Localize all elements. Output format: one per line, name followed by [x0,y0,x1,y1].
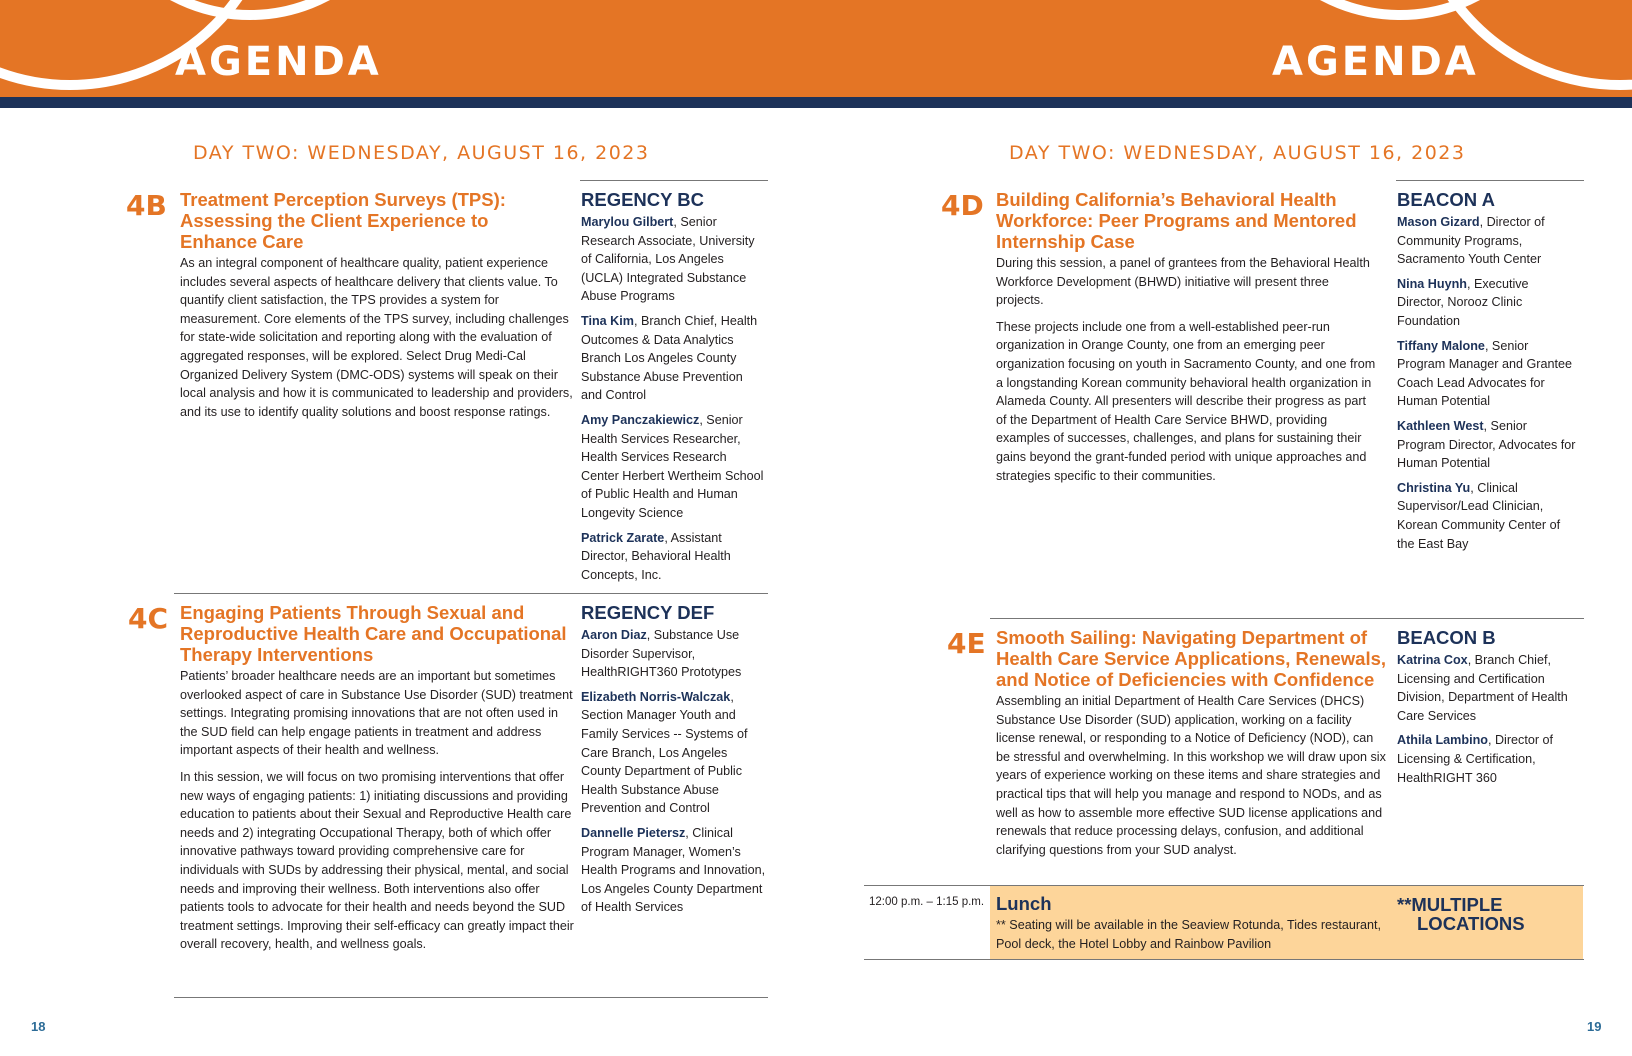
divider [990,618,1584,619]
day-heading-left: DAY TWO: WEDNESDAY, AUGUST 16, 2023 [193,142,650,164]
lunch-note: ** Seating will be available in the Seaview Rotunda, Tides restaurant, Pool deck, the Hotel Lobby and Rainbow Pavilion [996,918,1382,951]
page-title-right: AGENDA [1272,39,1479,85]
header-banner [0,0,1632,97]
session-code-4d: 4D [941,189,984,222]
speaker-entry: Katrina Cox, Branch Chief, Licensing and Certification Division, Department of Health Care Services [1397,653,1568,723]
session-title-4c: Engaging Patients Through Sexual and Reproductive Health Care and Occupational Therapy Interventions [180,602,567,665]
speaker-entry: Mason Gizard, Director of Community Programs, Sacramento Youth Center [1397,215,1545,267]
speaker-entry: Dannelle Pietersz, Clinical Program Manager, Women’s Health Programs and Innovation, Los Angeles County Department of Health Services [581,825,766,915]
lunch-title: Lunch [996,893,1052,914]
session-title-4e: Smooth Sailing: Navigating Department of Health Care Service Applications, Renewals, and Notice of Deficiencies with Confidence [996,627,1387,690]
session-description-4c: Patients’ broader healthcare needs are an important but sometimes overlooked aspect of care in Substance Use Disorder (SUD) treatment settings. Integrating promising innovations that are not often used in the SUD field can help engage patients in treatment and address important aspects of their health and wellness. In this session, we will focus on two promising interventions that offer new ways of engaging patients: 1) initiating discussions and providing education to patients about their Sexual and Reproductive Health care needs and 2) integrating Occupational Therapy, both of which offer innovative pathways toward providing comprehensive care for individuals with SUDs by addressing their physical, mental, and social needs and improving their wellness. Both interventions also offer patients tools to advocate for their health and needs beyond the SUD treatment settings. Improving their self-efficacy can greatly impact their overall recovery, health, and wellness goals. [180,669,574,952]
speaker-list-4d [1397,213,1577,559]
speaker-entry: Elizabeth Norris-Walczak, Section Manager Youth and Family Services -- Systems of Care Branch, Los Angeles County Department of Public Health Substance Abuse Prevention and Control [581,689,748,816]
divider [580,180,768,181]
session-title-4d: Building California’s Behavioral Health Workforce: Peer Programs and Mentored Internship Case [996,189,1357,252]
page-number-left: 18 [31,1019,46,1034]
speaker-entry: Kathleen West, Senior Program Director, Advocates for Human Potential [1397,418,1576,471]
speaker-entry: Patrick Zarate, Assistant Director, Behavioral Health Concepts, Inc. [581,530,731,582]
page-number-right: 19 [1587,1019,1602,1034]
page-title-left: AGENDA [175,39,382,85]
speaker-entry: Athila Lambino, Director of Licensing & Certification, HealthRIGHT 360 [1397,733,1554,785]
speaker-entry: Amy Panczakiewicz, Senior Health Services Researcher, Health Services Research Center Herbert Wertheim School of Public Health and Human Longevity Science [581,412,764,520]
speaker-entry: Nina Huynh, Executive Director, Norooz Clinic Foundation [1397,276,1529,328]
speaker-entry: Aaron Diaz, Substance Use Disorder Supervisor, HealthRIGHT360 Prototypes [581,628,742,680]
session-code-4b: 4B [126,189,167,222]
header-navy-stripe [0,97,1632,108]
divider [1396,180,1584,181]
speaker-entry: Marylou Gilbert, Senior Research Associate, University of California, Los Angeles (UCLA) Integrated Substance Abuse Programs [581,215,755,304]
lunch-location: **MULTIPLE LOCATIONS [1397,894,1525,934]
session-description-4b: As an integral component of healthcare quality, patient experience includes several aspects of healthcare delivery that clients value. To quantify client satisfaction, the TPS provides a system for measurement. Core elements of the TPS survey, including challenges for state-wide solicitation and reporting along with the evaluation of aggregated responses, will be explored. Select Drug Medi-Cal Organized Delivery System (DMC-ODS) systems will speak on their local analysis and how it is communicated to leadership and providers, and its use to identify quality solutions and boost response ratings. [180,256,573,419]
session-code-4c: 4C [128,602,169,635]
session-description-4d: During this session, a panel of grantees from the Behavioral Health Workforce Development (BHWD) initiative will present three projects. These projects include one from a well-established peer-run organization in Orange County, one from an emerging peer organization focusing on youth in Sacramento County, and one from a longstanding Korean community behavioral health organization in Alameda County. All presenters will describe their progress as part of the Department of Health Care Service BHWD, providing examples of successes, challenges, and plans for sustaining their gains beyond the grant-funded period with unique approaches and strategies specific to their communities. [996,256,1376,483]
speaker-list-4b [581,213,766,590]
session-description-4e: Assembling an initial Department of Health Care Services (DHCS) Substance Use Disorder (SUD) application, working on a facility license renewal, or responding to a Notice of Deficiency (NOD), can be stressful and overwhelming. In this workshop we will draw upon six years of experience working on these items and share strategies and practical tips that will help you manage and respond to NODs, and as well as how to assemble more effective SUD license applications and renewals that reduce processing delays, confusion, and additional clarifying questions from your SUD analyst. [996,694,1386,857]
divider [864,959,1584,960]
room-name-4b: REGENCY BC [581,189,705,210]
room-name-4d: BEACON A [1397,189,1495,210]
divider [174,997,768,998]
speaker-list-4e [1397,651,1577,793]
speaker-entry: Tiffany Malone, Senior Program Manager and Grantee Coach Lead Advocates for Human Potential [1397,338,1573,409]
speaker-entry: Christina Yu, Clinical Supervisor/Lead Clinician, Korean Community Center of the East Bay [1397,480,1561,551]
divider [174,593,768,594]
room-name-4e: BEACON B [1397,627,1496,648]
speaker-list-4c [581,626,766,923]
speaker-entry: Tina Kim, Branch Chief, Health Outcomes & Data Analytics Branch Los Angeles County Substance Abuse Prevention and Control [581,313,758,403]
lunch-time: 12:00 p.m. – 1:15 p.m. [869,896,985,908]
room-name-4c: REGENCY DEF [581,602,715,623]
session-code-4e: 4E [947,627,986,660]
session-title-4b: Treatment Perception Surveys (TPS): Assessing the Client Experience to Enhance Care [180,189,506,252]
day-heading-right: DAY TWO: WEDNESDAY, AUGUST 16, 2023 [1009,142,1466,164]
